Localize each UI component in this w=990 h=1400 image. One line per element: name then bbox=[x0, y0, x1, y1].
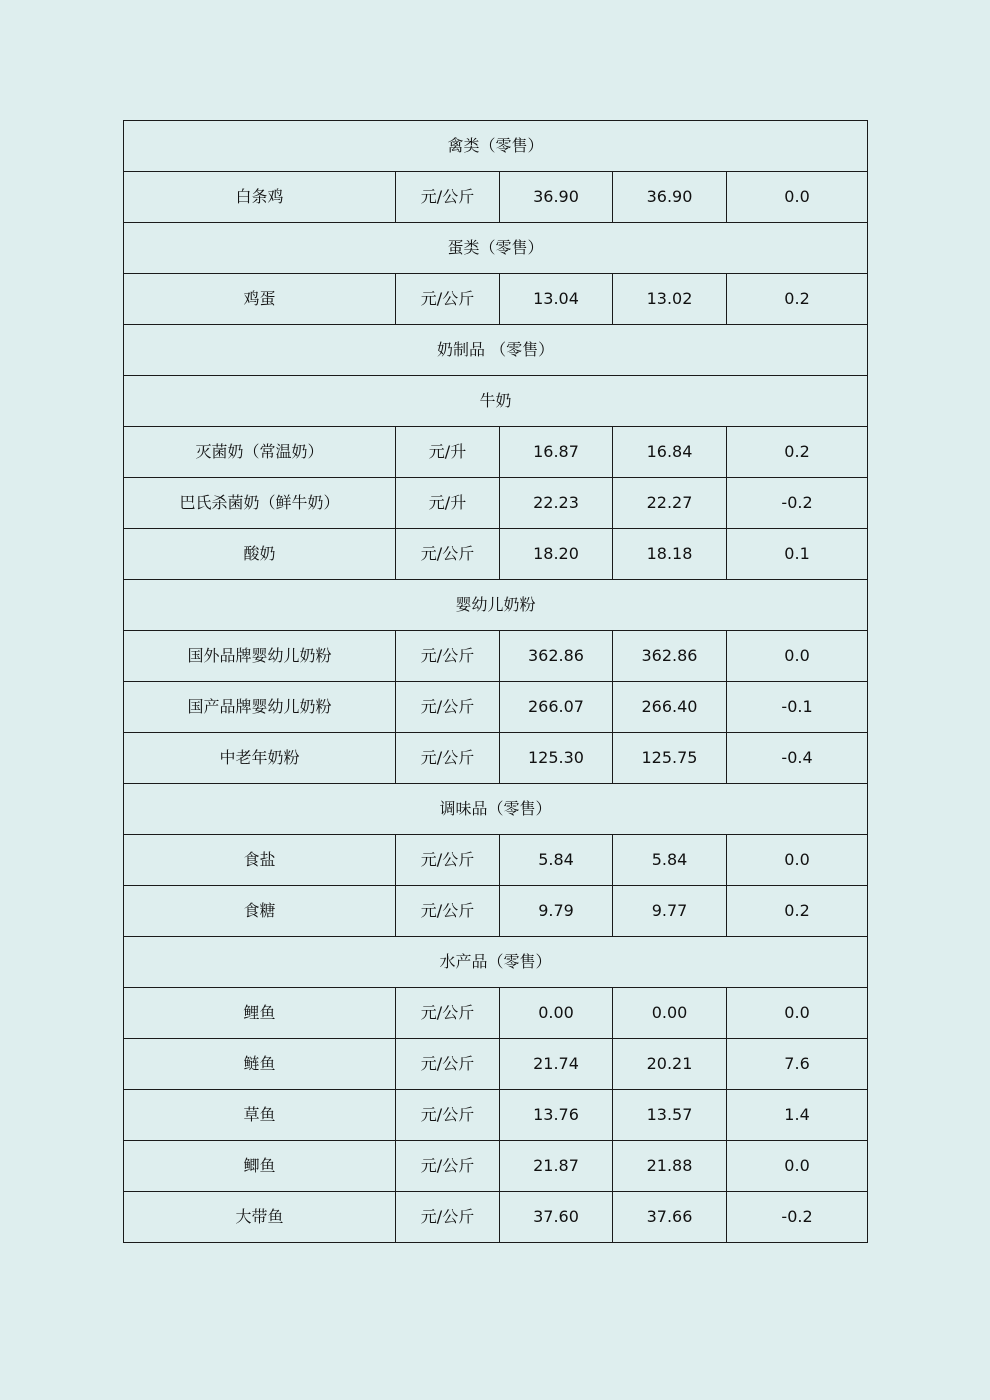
unit-cell: 元/公斤 bbox=[396, 1141, 500, 1192]
unit-cell: 元/公斤 bbox=[396, 529, 500, 580]
current-price-cell: 5.84 bbox=[500, 835, 613, 886]
change-percent-cell: 0.0 bbox=[727, 631, 868, 682]
item-name-cell: 白条鸡 bbox=[124, 172, 396, 223]
item-name-cell: 中老年奶粉 bbox=[124, 733, 396, 784]
change-percent-cell: 1.4 bbox=[727, 1090, 868, 1141]
current-price-cell: 22.23 bbox=[500, 478, 613, 529]
current-price-cell: 37.60 bbox=[500, 1192, 613, 1243]
table-row bbox=[124, 172, 868, 223]
item-name-cell: 鲤鱼 bbox=[124, 988, 396, 1039]
table-row bbox=[124, 733, 868, 784]
previous-price-cell: 37.66 bbox=[613, 1192, 727, 1243]
change-percent-cell: -0.2 bbox=[727, 1192, 868, 1243]
table-row bbox=[124, 529, 868, 580]
price-table bbox=[123, 120, 868, 1243]
unit-cell: 元/公斤 bbox=[396, 886, 500, 937]
section-header-row bbox=[124, 223, 868, 274]
unit-cell: 元/公斤 bbox=[396, 631, 500, 682]
table-row bbox=[124, 1090, 868, 1141]
change-percent-cell: 0.0 bbox=[727, 1141, 868, 1192]
previous-price-cell: 16.84 bbox=[613, 427, 727, 478]
change-percent-cell: 7.6 bbox=[727, 1039, 868, 1090]
item-name-cell: 国外品牌婴幼儿奶粉 bbox=[124, 631, 396, 682]
item-name-cell: 国产品牌婴幼儿奶粉 bbox=[124, 682, 396, 733]
previous-price-cell: 13.02 bbox=[613, 274, 727, 325]
previous-price-cell: 125.75 bbox=[613, 733, 727, 784]
unit-cell: 元/升 bbox=[396, 478, 500, 529]
change-percent-cell: -0.4 bbox=[727, 733, 868, 784]
unit-cell: 元/公斤 bbox=[396, 1192, 500, 1243]
current-price-cell: 18.20 bbox=[500, 529, 613, 580]
current-price-cell: 13.76 bbox=[500, 1090, 613, 1141]
section-header-row bbox=[124, 937, 868, 988]
change-percent-cell: 0.2 bbox=[727, 427, 868, 478]
section-title: 婴幼儿奶粉 bbox=[124, 580, 868, 631]
section-title: 奶制品 （零售） bbox=[124, 325, 868, 376]
current-price-cell: 9.79 bbox=[500, 886, 613, 937]
item-name-cell: 大带鱼 bbox=[124, 1192, 396, 1243]
section-header-row bbox=[124, 376, 868, 427]
previous-price-cell: 266.40 bbox=[613, 682, 727, 733]
change-percent-cell: 0.1 bbox=[727, 529, 868, 580]
change-percent-cell: -0.1 bbox=[727, 682, 868, 733]
section-header-row bbox=[124, 580, 868, 631]
previous-price-cell: 0.00 bbox=[613, 988, 727, 1039]
table-row bbox=[124, 988, 868, 1039]
current-price-cell: 36.90 bbox=[500, 172, 613, 223]
section-title: 调味品（零售） bbox=[124, 784, 868, 835]
previous-price-cell: 362.86 bbox=[613, 631, 727, 682]
section-header-row bbox=[124, 784, 868, 835]
unit-cell: 元/公斤 bbox=[396, 1090, 500, 1141]
current-price-cell: 125.30 bbox=[500, 733, 613, 784]
table-row bbox=[124, 631, 868, 682]
table-row bbox=[124, 274, 868, 325]
section-header-row bbox=[124, 325, 868, 376]
item-name-cell: 鲫鱼 bbox=[124, 1141, 396, 1192]
previous-price-cell: 20.21 bbox=[613, 1039, 727, 1090]
table-row bbox=[124, 427, 868, 478]
current-price-cell: 0.00 bbox=[500, 988, 613, 1039]
previous-price-cell: 21.88 bbox=[613, 1141, 727, 1192]
current-price-cell: 16.87 bbox=[500, 427, 613, 478]
item-name-cell: 灭菌奶（常温奶） bbox=[124, 427, 396, 478]
item-name-cell: 鸡蛋 bbox=[124, 274, 396, 325]
previous-price-cell: 22.27 bbox=[613, 478, 727, 529]
item-name-cell: 食糖 bbox=[124, 886, 396, 937]
unit-cell: 元/公斤 bbox=[396, 172, 500, 223]
table-row bbox=[124, 1192, 868, 1243]
unit-cell: 元/公斤 bbox=[396, 988, 500, 1039]
unit-cell: 元/升 bbox=[396, 427, 500, 478]
current-price-cell: 266.07 bbox=[500, 682, 613, 733]
price-table-body bbox=[124, 121, 868, 1243]
table-row bbox=[124, 1141, 868, 1192]
change-percent-cell: 0.2 bbox=[727, 274, 868, 325]
table-row bbox=[124, 835, 868, 886]
item-name-cell: 巴氏杀菌奶（鲜牛奶） bbox=[124, 478, 396, 529]
current-price-cell: 21.74 bbox=[500, 1039, 613, 1090]
table-row bbox=[124, 1039, 868, 1090]
section-header-row bbox=[124, 121, 868, 172]
table-row bbox=[124, 478, 868, 529]
current-price-cell: 21.87 bbox=[500, 1141, 613, 1192]
item-name-cell: 草鱼 bbox=[124, 1090, 396, 1141]
previous-price-cell: 13.57 bbox=[613, 1090, 727, 1141]
section-title: 水产品（零售） bbox=[124, 937, 868, 988]
item-name-cell: 食盐 bbox=[124, 835, 396, 886]
table-row bbox=[124, 682, 868, 733]
unit-cell: 元/公斤 bbox=[396, 733, 500, 784]
section-title: 禽类（零售） bbox=[124, 121, 868, 172]
change-percent-cell: 0.0 bbox=[727, 988, 868, 1039]
unit-cell: 元/公斤 bbox=[396, 835, 500, 886]
change-percent-cell: 0.0 bbox=[727, 835, 868, 886]
previous-price-cell: 18.18 bbox=[613, 529, 727, 580]
change-percent-cell: 0.2 bbox=[727, 886, 868, 937]
item-name-cell: 鲢鱼 bbox=[124, 1039, 396, 1090]
unit-cell: 元/公斤 bbox=[396, 682, 500, 733]
change-percent-cell: 0.0 bbox=[727, 172, 868, 223]
unit-cell: 元/公斤 bbox=[396, 274, 500, 325]
unit-cell: 元/公斤 bbox=[396, 1039, 500, 1090]
current-price-cell: 362.86 bbox=[500, 631, 613, 682]
section-title: 蛋类（零售） bbox=[124, 223, 868, 274]
section-title: 牛奶 bbox=[124, 376, 868, 427]
item-name-cell: 酸奶 bbox=[124, 529, 396, 580]
current-price-cell: 13.04 bbox=[500, 274, 613, 325]
change-percent-cell: -0.2 bbox=[727, 478, 868, 529]
previous-price-cell: 36.90 bbox=[613, 172, 727, 223]
previous-price-cell: 9.77 bbox=[613, 886, 727, 937]
previous-price-cell: 5.84 bbox=[613, 835, 727, 886]
table-row bbox=[124, 886, 868, 937]
